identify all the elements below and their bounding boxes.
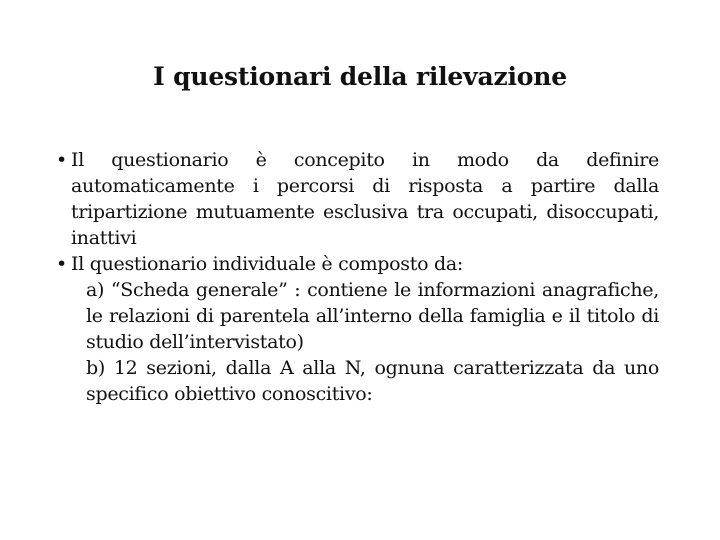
bullet-text: Il questionario è concepito in modo da definire automaticamente i percorsi di risposta a partire dalla tripartizione mutuamente esclusiva tra occupati, disoccupati, inattivi	[71, 149, 659, 249]
bullet-item-2	[56, 251, 659, 277]
slide-body	[56, 147, 659, 407]
bullet-symbol: •	[56, 253, 67, 275]
bullet-text: Il questionario individuale è composto da:	[71, 253, 463, 275]
bullet-symbol: •	[56, 149, 67, 171]
sub-item-b: b) 12 sezioni, dalla A alla N, ognuna caratterizzata da uno specifico obiettivo conoscitivo:	[86, 357, 659, 405]
slide-title: I questionari della rilevazione	[153, 62, 567, 91]
sub-item-a: a) “Scheda generale” : contiene le informazioni anagrafiche, le relazioni di parentela all’interno della famiglia e il titolo di studio dell’intervistato)	[86, 279, 659, 353]
bullet-item-1	[56, 147, 659, 251]
